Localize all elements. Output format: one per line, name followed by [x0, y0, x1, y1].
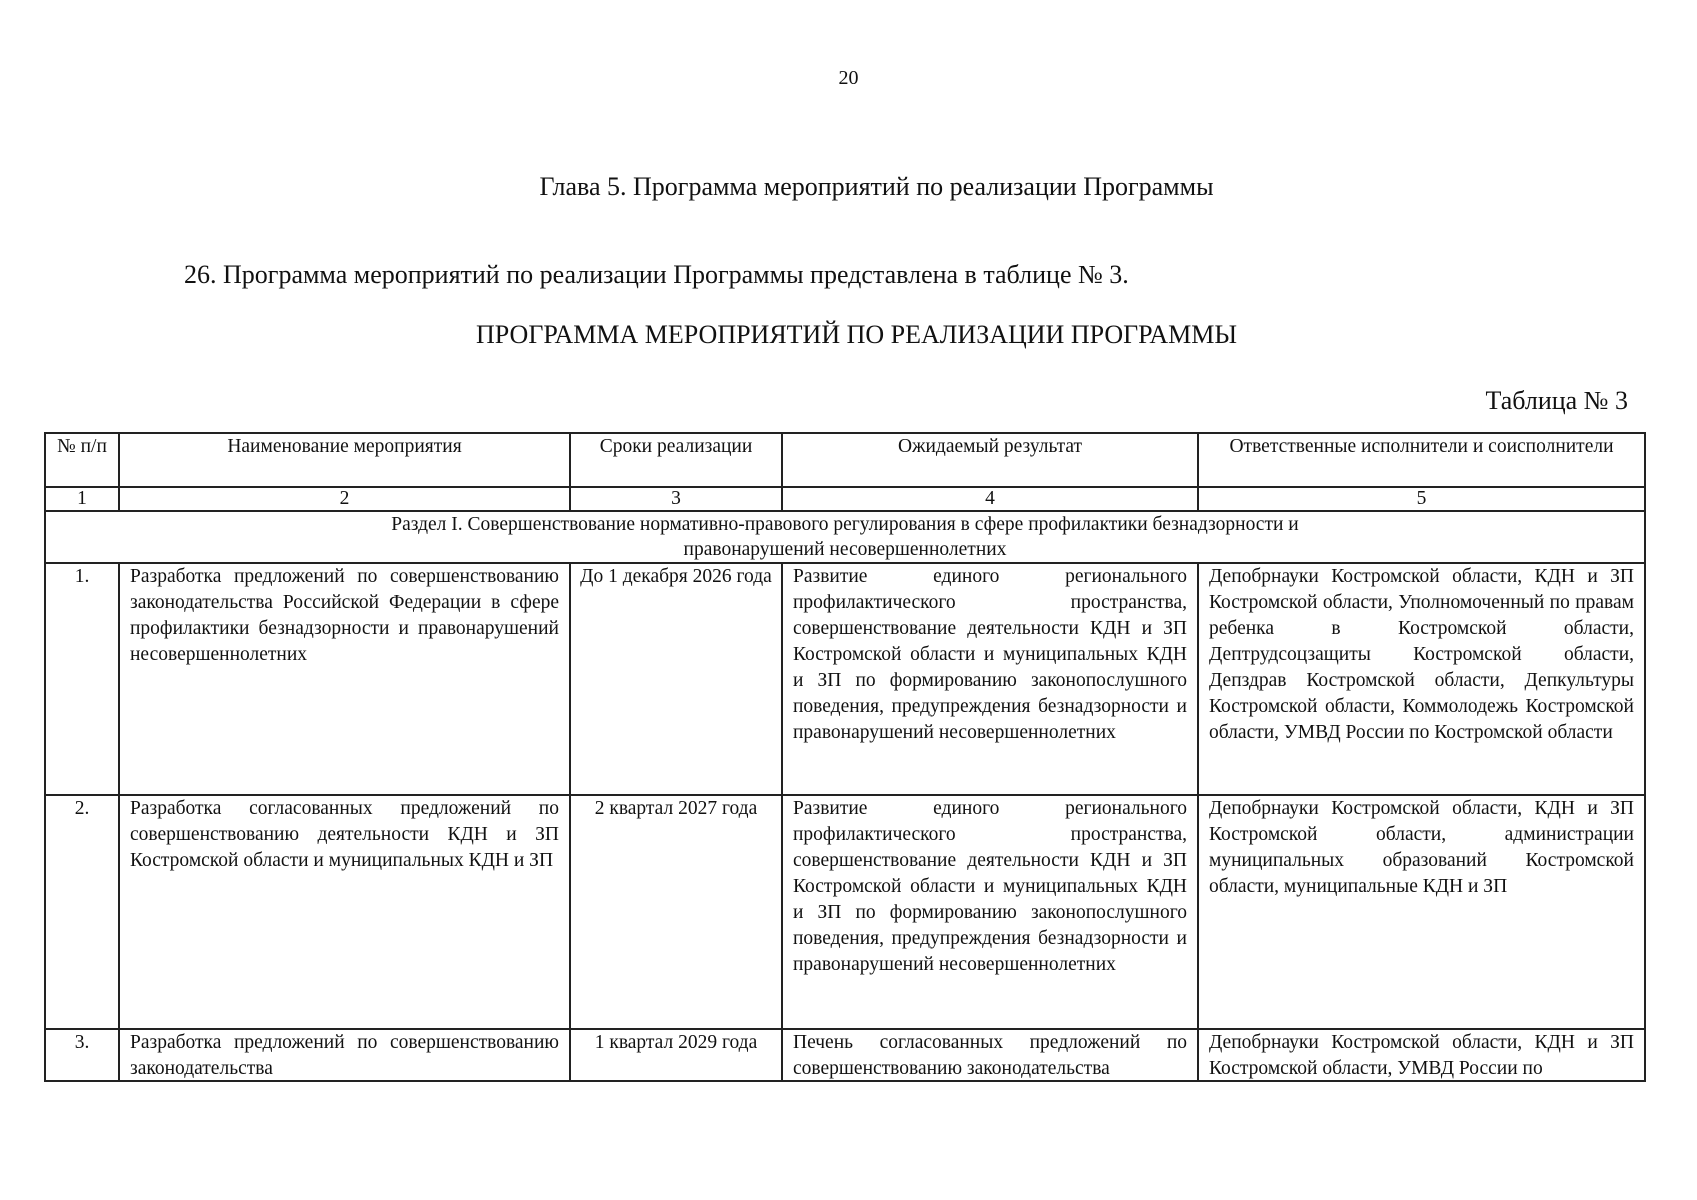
- row-result: Печень согласованных предложений по совершенствованию законодательства: [782, 1029, 1198, 1081]
- intro-paragraph: 26. Программа мероприятий по реализации Программы представлена в таблице № 3.: [184, 260, 1129, 289]
- table-row: [45, 563, 1645, 795]
- column-number: 5: [1198, 487, 1645, 511]
- row-name: Разработка предложений по совершенствованию законодательства Российской Федерации в сфере профилактики безнадзорности и правонарушений несовершеннолетних: [119, 563, 570, 795]
- table-header-row: [45, 433, 1645, 487]
- column-number: 4: [782, 487, 1198, 511]
- row-responsible: Депобрнауки Костромской области, КДН и ЗП Костромской области, УМВД России по: [1198, 1029, 1645, 1081]
- column-number-row: [45, 487, 1645, 511]
- section-heading: Раздел I. Совершенствование нормативно-правового регулирования в сфере профилактики безнадзорности и правонарушений несовершеннолетних: [45, 511, 1645, 563]
- table-row: [45, 1029, 1645, 1081]
- row-num: 3.: [45, 1029, 119, 1081]
- row-name: Разработка предложений по совершенствованию законодательства: [119, 1029, 570, 1081]
- table-label: Таблица № 3: [1485, 386, 1628, 415]
- row-responsible: Депобрнауки Костромской области, КДН и ЗП Костромской области, администрации муниципальных образований Костромской области, муниципальные КДН и ЗП: [1198, 795, 1645, 1029]
- measures-table: [44, 432, 1646, 1082]
- row-num: 1.: [45, 563, 119, 795]
- row-num: 2.: [45, 795, 119, 1029]
- row-name: Разработка согласованных предложений по совершенствованию деятельности КДН и ЗП Костромской области и муниципальных КДН и ЗП: [119, 795, 570, 1029]
- header-responsible: Ответственные исполнители и соисполнители: [1198, 433, 1645, 487]
- row-term: 1 квартал 2029 года: [570, 1029, 782, 1081]
- row-result: Развитие единого регионального профилактического пространства, совершенствование деятельности КДН и ЗП Костромской области и муниципальных КДН и ЗП по формированию законопослушного поведения, предупреждения безнадзорности и правонарушений несовершеннолетних: [782, 795, 1198, 1029]
- header-result: Ожидаемый результат: [782, 433, 1198, 487]
- row-responsible: Депобрнауки Костромской области, КДН и ЗП Костромской области, Уполномоченный по правам ребенка в Костромской области, Дептрудсоцзащиты Костромской области, Депздрав Костромской области, Депкультуры Костромской области, Коммолодежь Костромской области, УМВД России по Костромской области: [1198, 563, 1645, 795]
- column-number: 2: [119, 487, 570, 511]
- row-result: Развитие единого регионального профилактического пространства, совершенствование деятельности КДН и ЗП Костромской области и муниципальных КДН и ЗП по формированию законопослушного поведения, предупреждения безнадзорности и правонарушений несовершеннолетних: [782, 563, 1198, 795]
- row-term: 2 квартал 2027 года: [570, 795, 782, 1029]
- table-row: [45, 795, 1645, 1029]
- header-term: Сроки реализации: [570, 433, 782, 487]
- column-number: 1: [45, 487, 119, 511]
- section-row: [45, 511, 1645, 563]
- column-number: 3: [570, 487, 782, 511]
- chapter-title: Глава 5. Программа мероприятий по реализации Программы: [539, 172, 1214, 201]
- page-number: 20: [838, 67, 859, 89]
- header-num: № п/п: [45, 433, 119, 487]
- program-title: ПРОГРАММА МЕРОПРИЯТИЙ ПО РЕАЛИЗАЦИИ ПРОГРАММЫ: [475, 320, 1238, 349]
- row-term: До 1 декабря 2026 года: [570, 563, 782, 795]
- header-name: Наименование мероприятия: [119, 433, 570, 487]
